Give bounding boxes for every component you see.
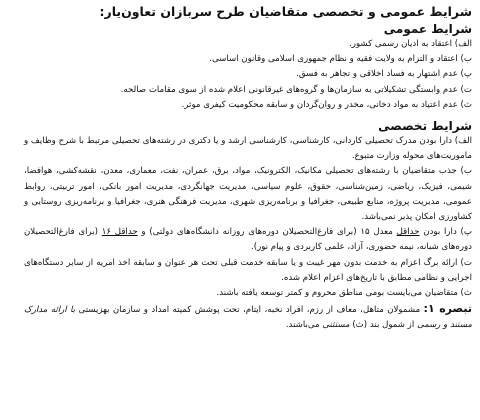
- document-title: شرایط عمومی و تخصصی متقاضیان طرح سربازان تعاون‌یار:: [99, 4, 472, 19]
- specialized-item-be: ب) جذب متقاضیان با رشته‌های تحصیلی مکانیک، الکترونیک، مواد، برق، عمران، نفت، معماری، معدن، نقشه‌کشی، هوافضا، شیمی، فیزیک، ریاضی، زمین‌شناسی، حقوق، علوم سیاسی، مدیریت جهانگردی، مدیریت امور بانکی، امور تربیتی، روابط عمومی، مدیریت پروژه، منابع طبیعی، جغرافیا و برنامه‌ریزی شهری، مدیریت فرهنگی هنری، جغرافیا و برنامه‌ریزی روستایی و کشاورزی امکان پذیر نمی‌باشد.: [24, 166, 472, 223]
- note-1-italic-documents: با ارائه مدارک مستند و رسمی: [24, 305, 472, 331]
- general-item-be: ب) اعتقاد و التزام به ولایت فقیه و نظام جمهوری اسلامی وقانون اساسی.: [209, 54, 472, 65]
- specialized-conditions-section: [24, 118, 472, 301]
- underlined-minimum-16: حداقل ۱۶: [101, 227, 138, 238]
- underlined-minimum-1: حداقل: [396, 227, 420, 238]
- note-1: [24, 301, 472, 333]
- specialized-item-pe-middle: معدل ۱۵ (برای فارغ‌التحصیلان دوره‌های روزانه دانشگاه‌های دولتی) و: [137, 227, 397, 238]
- general-item-pe: پ) عدم اشتهار به فساد اخلاقی و تجاهر به فسق.: [296, 69, 472, 80]
- note-1-text-start: مشمولان متاهل، معاف از رزم، افراد نخبه، ایتام، تحت پوشش کمیته امداد و سازمان بهزیستی: [75, 305, 424, 316]
- note-1-italic-exempt: مستثنی: [322, 320, 350, 331]
- specialized-item-pe-end: (برای فارغ‌التحصیلان دوره‌های شبانه، نیمه حضوری، آزاد، علمی کاربردی و پیام نور).: [24, 227, 472, 253]
- note-1-label: تبصره ۱:: [423, 302, 472, 316]
- general-item-se: ث) عدم اعتیاد به مواد دخانی، مخدر و روان‌گردان و سابقه محکومیت کیفری موثر.: [181, 99, 472, 110]
- specialized-item-te: ت) ارائه برگ اعزام به خدمت بدون مهر غیبت و یا سابقه خدمت قبلی تحت هر عنوان و سابقه اخذ امریه از سایر دستگاه‌های اجرایی و نظامی مطابق با تاریخ‌های اعزام اعلام شده.: [24, 257, 472, 283]
- note-1-text-end: می‌باشند.: [285, 320, 323, 331]
- general-conditions-section: [24, 21, 472, 113]
- specialized-conditions-heading: شرایط تخصصی: [378, 119, 472, 134]
- note-1-text-middle: از شمول بند (ث): [349, 320, 417, 331]
- specialized-item-alef: الف) دارا بودن مدرک تحصیلی کاردانی، کارشناسی، کارشناسی ارشد و یا دکتری در رشته‌های تحصیلی مرتبط با شرح وظایف و ماموریت‌های محوله وزارت متبوع.: [24, 136, 472, 162]
- general-conditions-heading: شرایط عمومی: [383, 22, 472, 36]
- document-page: [16, 0, 480, 412]
- specialized-item-se: ث) متقاضیان می‌بایست بومی مناطق محروم و کمتر توسعه یافته باشند.: [216, 288, 472, 299]
- general-item-alef: الف) اعتقاد به ادیان رسمی کشور.: [349, 39, 472, 49]
- general-item-te: ت) عدم وابستگی تشکیلاتی به سازمان‌ها و گروه‌های غیرقانونی اعلام شده از سوی مقامات صالحه.: [120, 84, 472, 95]
- specialized-item-pe: [24, 225, 472, 255]
- specialized-item-pe-start: پ) دارا بودن: [419, 227, 472, 238]
